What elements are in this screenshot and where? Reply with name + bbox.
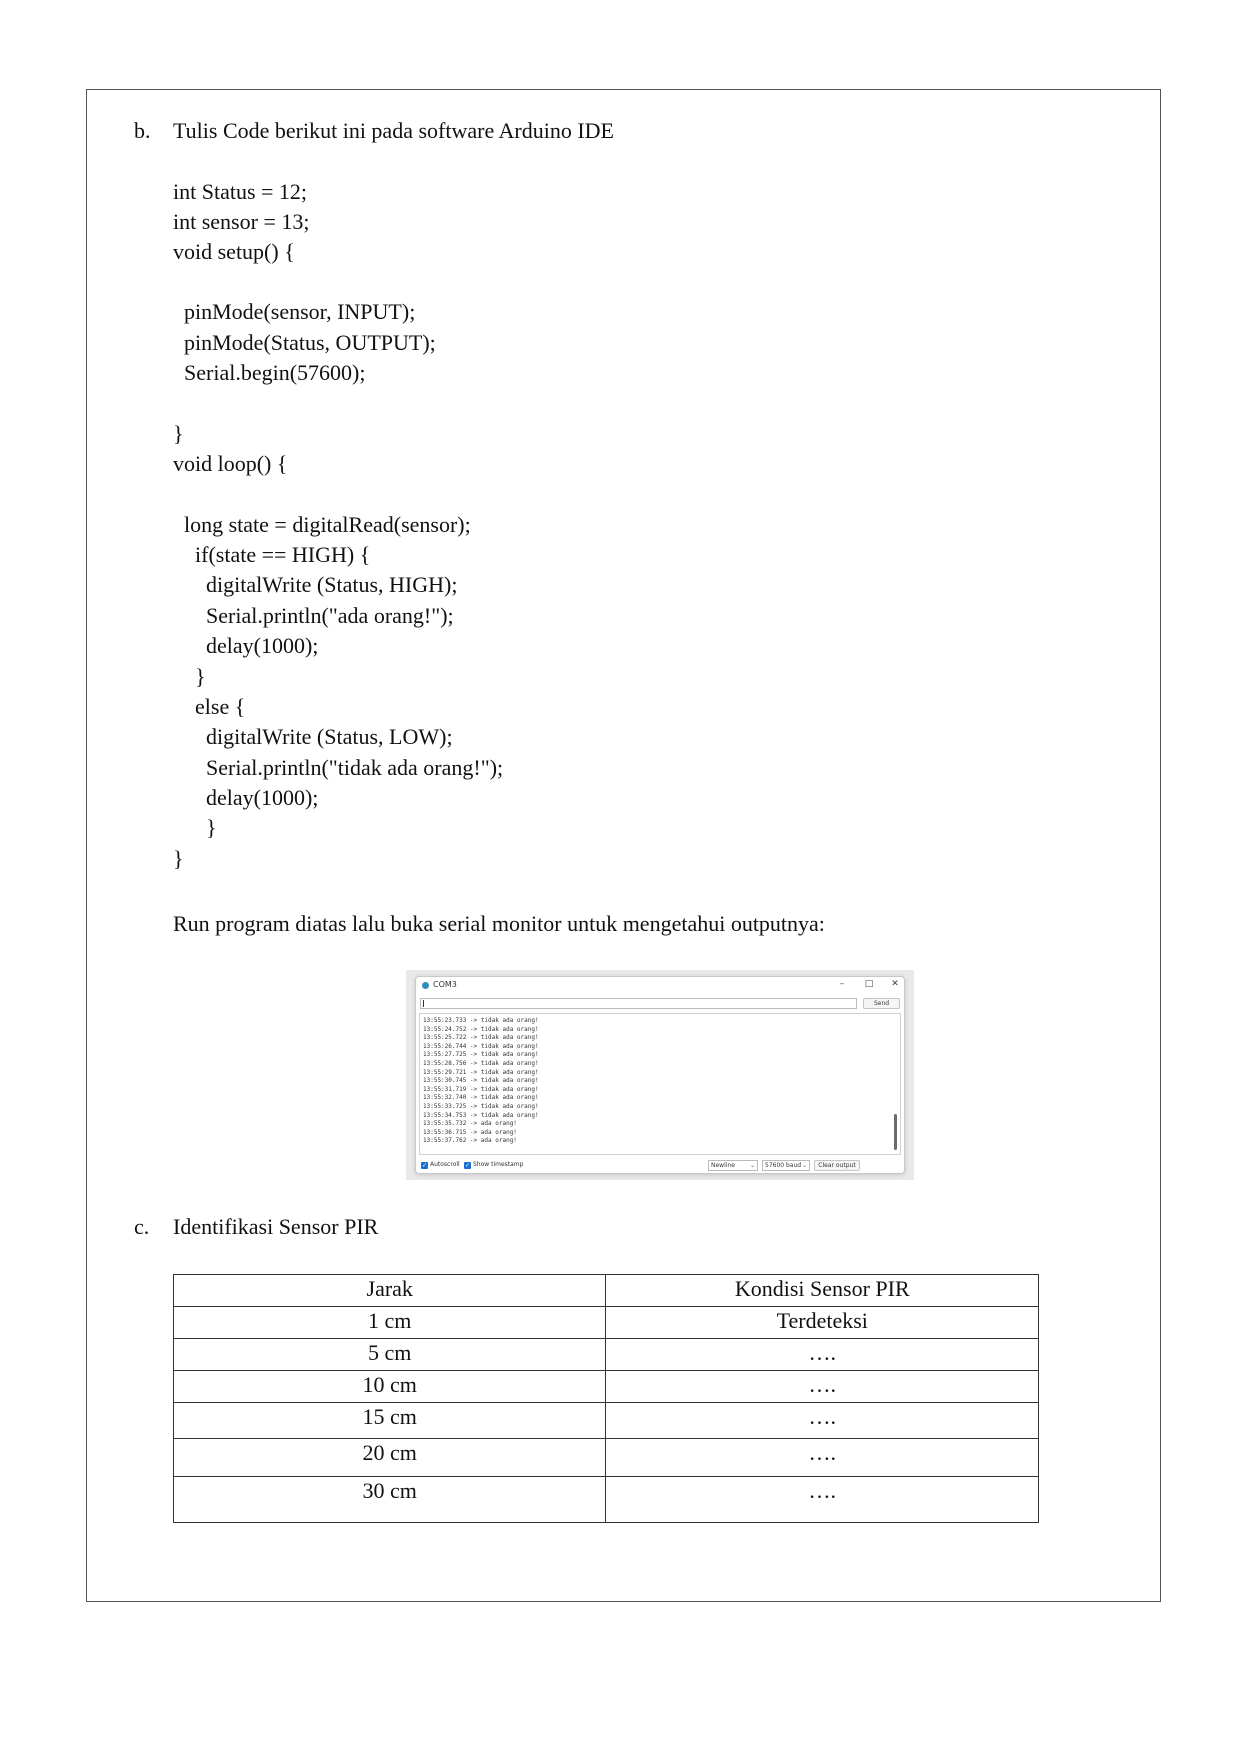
table-cell: 30 cm xyxy=(174,1477,606,1523)
table-cell: 20 cm xyxy=(174,1439,606,1477)
close-icon[interactable]: ✕ xyxy=(891,979,899,989)
output-line: 13:55:32.740 -> tidak ada orang! xyxy=(423,1094,539,1102)
table-cell: 1 cm xyxy=(174,1307,606,1339)
serial-output xyxy=(419,1013,901,1155)
header-kondisi: Kondisi Sensor PIR xyxy=(606,1275,1039,1307)
table-cell: …. xyxy=(606,1403,1039,1439)
table-cell: …. xyxy=(606,1339,1039,1371)
text-cursor xyxy=(423,1000,424,1007)
code-line: int Status = 12; xyxy=(173,179,308,204)
code-line: } xyxy=(173,664,206,689)
clear-output-button[interactable]: Clear output xyxy=(814,1160,860,1171)
table-cell: …. xyxy=(606,1439,1039,1477)
code-line: } xyxy=(173,815,217,840)
section-c-heading: Identifikasi Sensor PIR xyxy=(173,1214,379,1239)
output-line: 13:55:26.744 -> tidak ada orang! xyxy=(423,1042,539,1050)
serial-monitor-window xyxy=(415,976,905,1174)
output-line: 13:55:28.756 -> tidak ada orang! xyxy=(423,1060,539,1067)
output-line: 13:55:24.752 -> tidak ada orang! xyxy=(423,1025,539,1033)
output-line: 13:55:31.719 -> tidak ada orang! xyxy=(423,1085,539,1093)
table-cell: Terdeteksi xyxy=(606,1307,1039,1339)
table-cell: …. xyxy=(606,1371,1039,1403)
output-line: 13:55:25.722 -> tidak ada orang! xyxy=(423,1034,539,1042)
output-line: 13:55:35.732 -> ada orang! xyxy=(423,1120,517,1128)
table-row xyxy=(174,1403,1039,1439)
window-title: COM3 xyxy=(433,980,457,989)
code-line: digitalWrite (Status, LOW); xyxy=(173,724,453,749)
code-line: delay(1000); xyxy=(173,633,319,658)
maximize-icon[interactable]: □ xyxy=(864,979,874,989)
send-button[interactable]: Send xyxy=(863,998,900,1009)
baud-select[interactable] xyxy=(762,1160,810,1171)
scrollbar-thumb[interactable] xyxy=(894,1114,897,1150)
table-row xyxy=(174,1371,1039,1403)
table-row xyxy=(174,1439,1039,1477)
table-cell: 10 cm xyxy=(174,1371,606,1403)
output-line: 13:55:34.753 -> tidak ada orang! xyxy=(423,1111,539,1119)
autoscroll-checkbox[interactable]: ✓ xyxy=(421,1162,428,1169)
pir-table xyxy=(173,1274,1039,1523)
code-line: void loop() { xyxy=(173,451,288,476)
chevron-down-icon: ⌄ xyxy=(801,1162,807,1169)
code-line: pinMode(sensor, INPUT); xyxy=(173,299,416,324)
serial-footer xyxy=(416,1159,904,1173)
section-c-marker: c. xyxy=(134,1214,150,1239)
code-line: Serial.println("ada orang!"); xyxy=(173,603,454,628)
timestamp-checkbox[interactable]: ✓ xyxy=(464,1162,471,1169)
minimize-icon[interactable]: – xyxy=(839,979,845,989)
timestamp-label: Show timestamp xyxy=(473,1161,524,1168)
code-line: } xyxy=(173,846,184,871)
code-line: } xyxy=(173,421,184,446)
message-input[interactable] xyxy=(420,998,857,1009)
code-line: digitalWrite (Status, HIGH); xyxy=(173,572,458,597)
code-line: Serial.println("tidak ada orang!"); xyxy=(173,755,504,780)
code-line: else { xyxy=(173,694,246,719)
output-line: 13:55:30.745 -> tidak ada orang! xyxy=(423,1077,539,1085)
code-line: delay(1000); xyxy=(173,785,319,810)
table-cell: 5 cm xyxy=(174,1339,606,1371)
table-row xyxy=(174,1477,1039,1523)
code-line: long state = digitalRead(sensor); xyxy=(173,512,471,537)
code-line: Serial.begin(57600); xyxy=(173,360,366,385)
section-b-heading: Tulis Code berikut ini pada software Arduino IDE xyxy=(173,118,614,143)
output-line: 13:55:23.733 -> tidak ada orang! xyxy=(423,1017,539,1024)
line-ending-value: Newline xyxy=(711,1162,735,1169)
code-line: void setup() { xyxy=(173,239,295,264)
code-line: pinMode(Status, OUTPUT); xyxy=(173,330,436,355)
code-line: int sensor = 13; xyxy=(173,209,310,234)
table-header-row xyxy=(174,1275,1039,1307)
table-row xyxy=(174,1307,1039,1339)
output-line: 13:55:33.725 -> tidak ada orang! xyxy=(423,1103,539,1110)
table-cell: 15 cm xyxy=(174,1403,606,1439)
chevron-down-icon: ⌄ xyxy=(749,1162,755,1169)
title-bar xyxy=(416,977,904,995)
output-line: 13:55:29.721 -> tidak ada orang! xyxy=(423,1068,539,1076)
output-line: 13:55:37.762 -> ada orang! xyxy=(423,1137,517,1145)
line-ending-select[interactable] xyxy=(708,1160,758,1171)
run-instruction: Run program diatas lalu buka serial monitor untuk mengetahui outputnya: xyxy=(173,911,825,936)
arduino-icon xyxy=(422,982,429,989)
header-jarak: Jarak xyxy=(174,1275,606,1307)
autoscroll-label: Autoscroll xyxy=(430,1161,460,1168)
baud-value: 57600 baud xyxy=(765,1162,802,1169)
section-b-marker: b. xyxy=(134,118,151,143)
code-line: if(state == HIGH) { xyxy=(173,542,371,567)
table-row xyxy=(174,1339,1039,1371)
output-line: 13:55:27.725 -> tidak ada orang! xyxy=(423,1051,539,1059)
output-line: 13:55:36.715 -> ada orang! xyxy=(423,1128,517,1136)
serial-monitor-screenshot xyxy=(406,970,914,1180)
table-cell: …. xyxy=(606,1477,1039,1523)
